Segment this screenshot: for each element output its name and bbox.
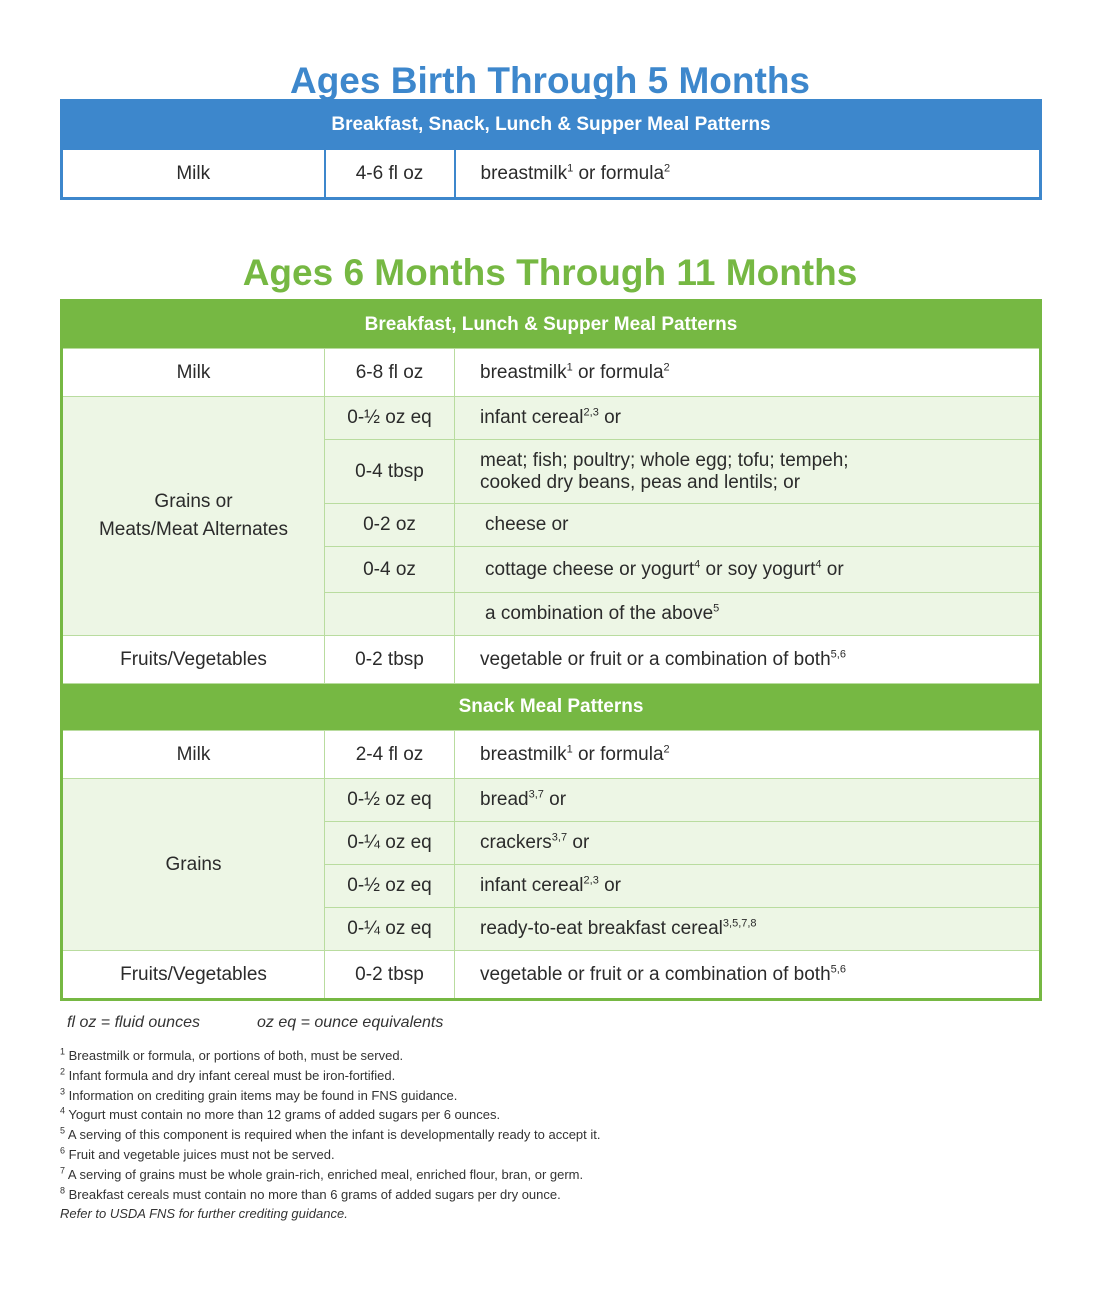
- component-cell: Fruits/Vegetables: [62, 636, 325, 684]
- amount-cell: 0-2 tbsp: [325, 951, 455, 1000]
- footnote: $^4$ Yogurt must contain no more than 12 grams of added sugars per 6 ounces.: [60, 1106, 501, 1123]
- food-cell: cheese or: [455, 504, 1041, 547]
- section2-title: Ages 6 Months Through 11 Months: [242, 252, 858, 293]
- food-cell: breastmilk$^1$ or formula$^2$: [455, 731, 1041, 779]
- food-cell: crackers$^{3,7}$ or: [455, 822, 1041, 865]
- final-note: Refer to USDA FNS for further crediting guidance.: [60, 1206, 348, 1222]
- food-cell: vegetable or fruit or a combination of both$^{5,6}$: [455, 636, 1041, 684]
- component-cell: Grains or Meats/Meat Alternates: [62, 397, 325, 636]
- amount-cell: 0-2 tbsp: [325, 636, 455, 684]
- table-header: Breakfast, Lunch & Supper Meal Patterns: [62, 301, 1041, 349]
- food-cell: breastmilk$^1$ or formula$^2$: [455, 149, 1041, 199]
- 6-to-11-months-table: [60, 299, 1042, 1001]
- food-cell: infant cereal$^{2,3}$ or: [455, 397, 1041, 440]
- amount-cell: 0-2 oz: [325, 504, 455, 547]
- abbreviations: [67, 1014, 444, 1032]
- food-cell: breastmilk$^1$ or formula$^2$: [455, 349, 1041, 397]
- food-cell: a combination of the above$^5$: [455, 593, 1041, 636]
- section1-title: Ages Birth Through 5 Months: [289, 60, 811, 101]
- footnote: $^3$ Information on crediting grain items may be found in FNS guidance.: [60, 1086, 458, 1103]
- birth-to-5-months-table: [60, 99, 1042, 200]
- table-row: [62, 397, 1041, 440]
- table-row: [62, 779, 1041, 822]
- footnote: $^1$ Breastmilk or formula, or portions of both, must be served.: [60, 1046, 404, 1063]
- footnote: $^6$ Fruit and vegetable juices must not be served.: [60, 1145, 335, 1162]
- amount-cell: 0-¼ oz eq: [325, 822, 455, 865]
- abbr-oz-eq: oz eq = ounce equivalents: [257, 1014, 444, 1031]
- amount-cell: 4-6 fl oz: [325, 149, 455, 199]
- table-row: [62, 636, 1041, 684]
- component-cell: Grains: [62, 779, 325, 951]
- food-cell: meat; fish; poultry; whole egg; tofu; tempeh; cooked dry beans, peas and lentils; or: [455, 440, 1041, 504]
- footnote: $^8$ Breakfast cereals must contain no more than 6 grams of added sugars per dry ounce.: [60, 1185, 561, 1202]
- table-row: [62, 149, 1041, 199]
- footnote: $^2$ Infant formula and dry infant cereal must be iron-fortified.: [60, 1066, 396, 1083]
- footnote: $^7$ A serving of grains must be whole grain-rich, enriched meal, enriched flour, bran, or germ.: [60, 1165, 584, 1182]
- abbr-fl-oz: fl oz = fluid ounces: [67, 1014, 200, 1031]
- table-row: [62, 349, 1041, 397]
- amount-cell: 2-4 fl oz: [325, 731, 455, 779]
- amount-cell: 0-¼ oz eq: [325, 908, 455, 951]
- amount-cell: 0-4 tbsp: [325, 440, 455, 504]
- component-cell: Milk: [62, 149, 325, 199]
- amount-cell: 0-½ oz eq: [325, 779, 455, 822]
- food-cell: vegetable or fruit or a combination of both$^{5,6}$: [455, 951, 1041, 1000]
- table-row: [62, 731, 1041, 779]
- food-cell: ready-to-eat breakfast cereal$^{3,5,7,8}$: [455, 908, 1041, 951]
- component-cell: Fruits/Vegetables: [62, 951, 325, 1000]
- food-cell: cottage cheese or yogurt$^4$ or soy yogurt$^4$ or: [455, 547, 1041, 593]
- footnote: $^5$ A serving of this component is required when the infant is developmentally ready to accept it.: [60, 1125, 601, 1143]
- component-cell: Milk: [62, 349, 325, 397]
- amount-cell: [325, 593, 455, 636]
- food-cell: infant cereal$^{2,3}$ or: [455, 865, 1041, 908]
- table-row: [62, 951, 1041, 1000]
- amount-cell: 0-4 oz: [325, 547, 455, 593]
- component-cell: Milk: [62, 731, 325, 779]
- footnotes: [60, 1046, 601, 1224]
- table-header: Snack Meal Patterns: [62, 684, 1041, 731]
- table-header: Breakfast, Snack, Lunch & Supper Meal Patterns: [62, 101, 1041, 150]
- amount-cell: 0-½ oz eq: [325, 865, 455, 908]
- amount-cell: 0-½ oz eq: [325, 397, 455, 440]
- amount-cell: 6-8 fl oz: [325, 349, 455, 397]
- food-cell: bread$^{3,7}$ or: [455, 779, 1041, 822]
